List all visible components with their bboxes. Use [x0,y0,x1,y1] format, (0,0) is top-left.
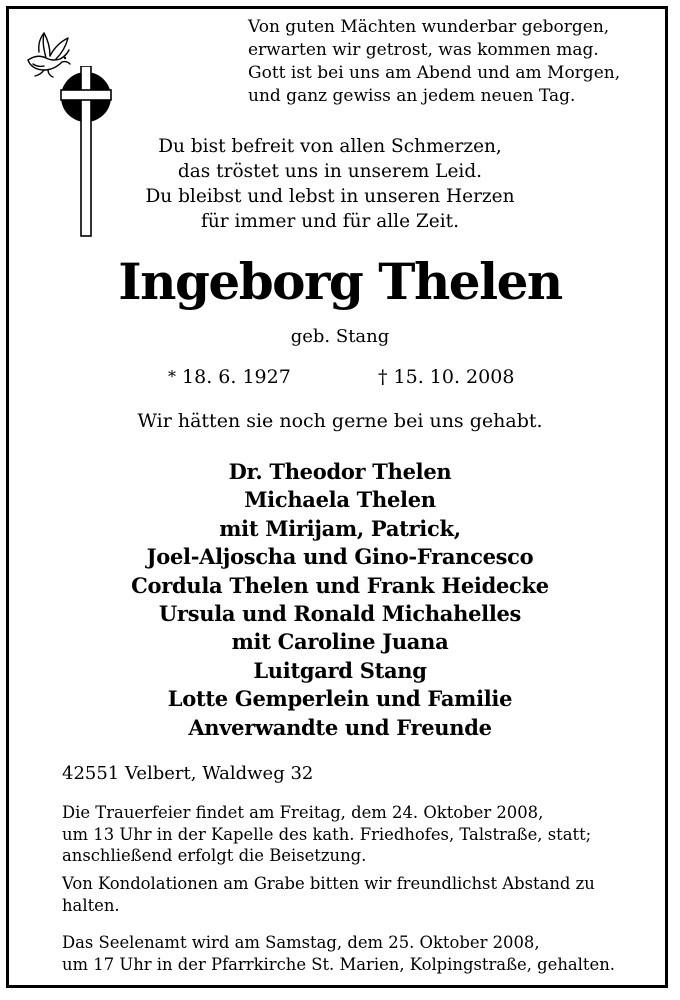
poem-line: erwarten wir getrost, was kommen mag. [248,40,599,60]
deceased-name: Ingeborg Thelen [118,252,562,311]
family-member: Anverwandte und Freunde [188,714,492,740]
poem-line: Du bist befreit von allen Schmerzen, [158,136,502,157]
family-member: Luitgard Stang [253,657,427,683]
birth-name: geb. Stang [290,326,390,347]
death-date-line [378,364,514,390]
family-member: Lotte Gemperlein und Familie [167,686,513,712]
poem-line: das tröstet uns in unserem Leid. [177,161,483,182]
poem-line: Von guten Mächten wunderbar geborgen, [248,17,610,37]
notice-line: Das Seelenamt wird am Samstag, dem 25. Oktober 2008, [62,933,540,952]
address: 42551 Velbert, Waldweg 32 [62,763,314,784]
notice-line: halten. [62,895,120,915]
family-list [0,458,680,742]
poem-line: Du bleibst und lebst in unseren Herzen [145,186,515,207]
condolence-notice [62,873,662,916]
notice-line: um 13 Uhr in der Kapelle des kath. Friedhofes, Talstraße, statt; [62,824,592,844]
family-member: Dr. Theodor Thelen [228,459,452,484]
birth-symbol: * [168,367,176,386]
death-symbol: † [378,366,388,388]
family-member: mit Caroline Juana [231,629,449,655]
notice-line: Von Kondolationen am Grabe bitten wir freundlichst Abstand zu [62,874,595,893]
birth-date-line [168,364,291,391]
funeral-notice [62,802,662,867]
poem-line: und ganz gewiss an jedem neuen Tag. [248,86,576,106]
tagline: Wir hätten sie noch gerne bei uns gehabt. [137,410,543,432]
family-member: mit Mirijam, Patrick, [219,515,461,541]
notice-line: anschließend erfolgt die Beisetzung. [62,846,367,866]
requiem-notice [62,932,662,975]
family-member: Cordula Thelen und Frank Heidecke [131,572,549,598]
family-member: Michaela Thelen [244,487,436,513]
notice-line: Die Trauerfeier findet am Freitag, dem 24. Oktober 2008, [62,803,544,822]
notice-line: um 17 Uhr in der Pfarrkirche St. Marien, Kolpingstraße, gehalten. [62,954,615,974]
family-member: Joel-Aljoscha und Gino-Francesco [146,544,534,570]
family-member: Ursula und Ronald Michahelles [158,601,522,627]
poem-line: für immer und für alle Zeit. [201,211,459,232]
poem-middle [80,134,580,234]
birth-date: 18. 6. 1927 [182,366,291,388]
poem-top [248,16,648,108]
death-date: 15. 10. 2008 [393,366,515,388]
poem-line: Gott ist bei uns am Abend und am Morgen, [248,63,621,83]
